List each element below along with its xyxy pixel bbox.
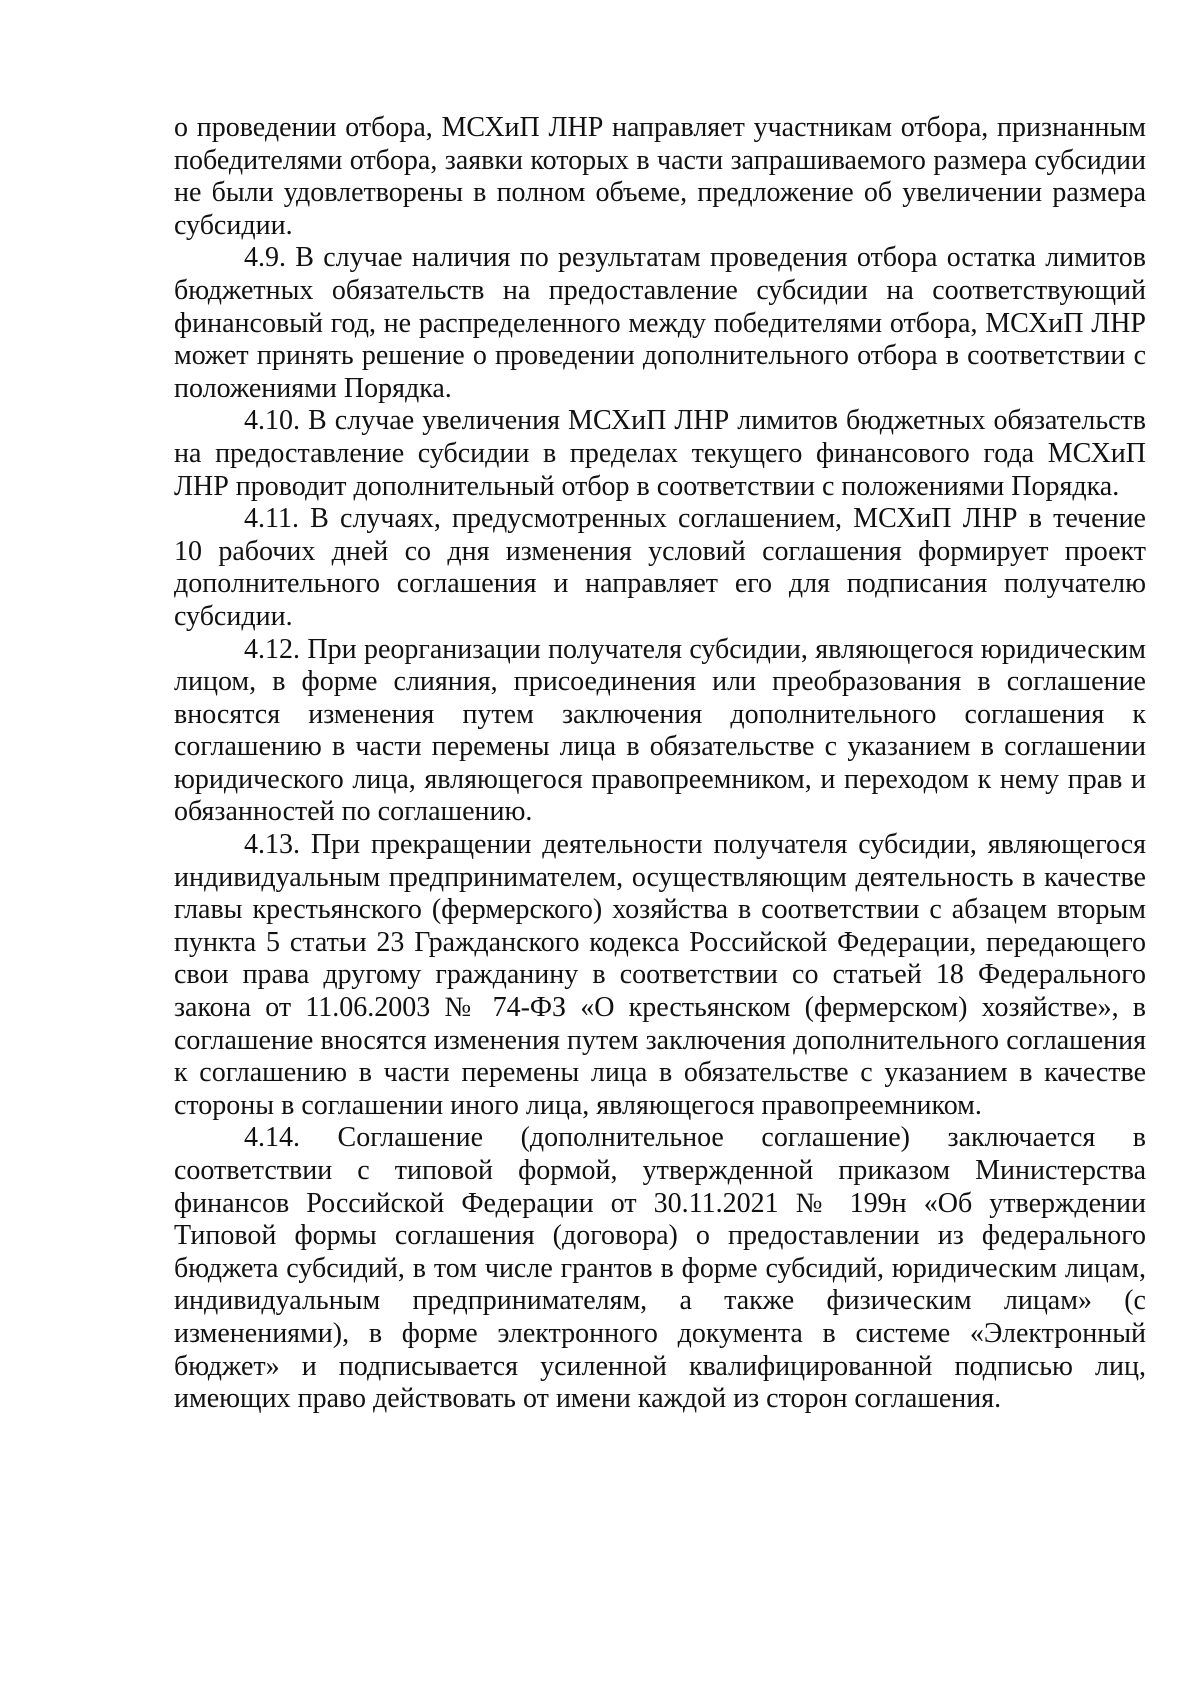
paragraph-4-9: 4.9. В случае наличия по результатам проведения отбора остатка лимитов бюджетных обязательств на предоставление субсидии на соответствующий финансовый год, не распределенного между победителями отбора, МСХиП ЛНР может принять решение о проведении дополнительного отбора в соответствии с положениями Порядка. — [174, 242, 1146, 404]
paragraph-4-10: 4.10. В случае увеличения МСХиП ЛНР лимитов бюджетных обязательств на предоставление субсидии в пределах текущего финансового года МСХиП ЛНР проводит дополнительный отбор в соответствии с положениями Порядка. — [174, 405, 1146, 502]
document-body — [174, 112, 1146, 1416]
paragraph-4-12: 4.12. При реорганизации получателя субсидии, являющегося юридическим лицом, в форме слияния, присоединения или преобразования в соглашение вносятся изменения путем заключения дополнительного соглашения к соглашению в части перемены лица в обязательстве с указанием в соглашении юридического лица, являющегося правопреемником, и переходом к нему прав и обязанностей по соглашению. — [174, 633, 1146, 828]
paragraph-4-13: 4.13. При прекращении деятельности получателя субсидии, являющегося индивидуальным предпринимателем, осуществляющим деятельность в качестве главы крестьянского (фермерского) хозяйства в соответствии с абзацем вторым пункта 5 статьи 23 Гражданского кодекса Российской Федерации, передающего свои права другому гражданину в соответствии со статьей 18 Федерального закона от 11.06.2003 № 74-ФЗ «О крестьянском (фермерском) хозяйстве», в соглашение вносятся изменения путем заключения дополнительного соглашения к соглашению в части перемены лица в обязательстве с указанием в качестве стороны в соглашении иного лица, являющегося правопреемником. — [174, 829, 1146, 1121]
paragraph-4-11: 4.11. В случаях, предусмотренных соглашением, МСХиП ЛНР в течение 10 рабочих дней со дня изменения условий соглашения формирует проект дополнительного соглашения и направляет его для подписания получателю субсидии. — [174, 503, 1146, 632]
paragraph-continuation: о проведении отбора, МСХиП ЛНР направляет участникам отбора, признанным победителями отбора, заявки которых в части запрашиваемого размера субсидии не были удовлетворены в полном объеме, предложение об увеличении размера субсидии. — [174, 112, 1146, 241]
paragraph-4-14: 4.14. Соглашение (дополнительное соглашение) заключается в соответствии с типовой формой, утвержденной приказом Министерства финансов Российской Федерации от 30.11.2021 № 199н «Об утверждении Типовой формы соглашения (договора) о предоставлении из федерального бюджета субсидий, в том числе грантов в форме субсидий, юридическим лицам, индивидуальным предпринимателям, а также физическим лицам» (с изменениями), в форме электронного документа в системе «Электронный бюджет» и подписывается усиленной квалифицированной подписью лиц, имеющих право действовать от имени каждой из сторон соглашения. — [174, 1122, 1146, 1415]
